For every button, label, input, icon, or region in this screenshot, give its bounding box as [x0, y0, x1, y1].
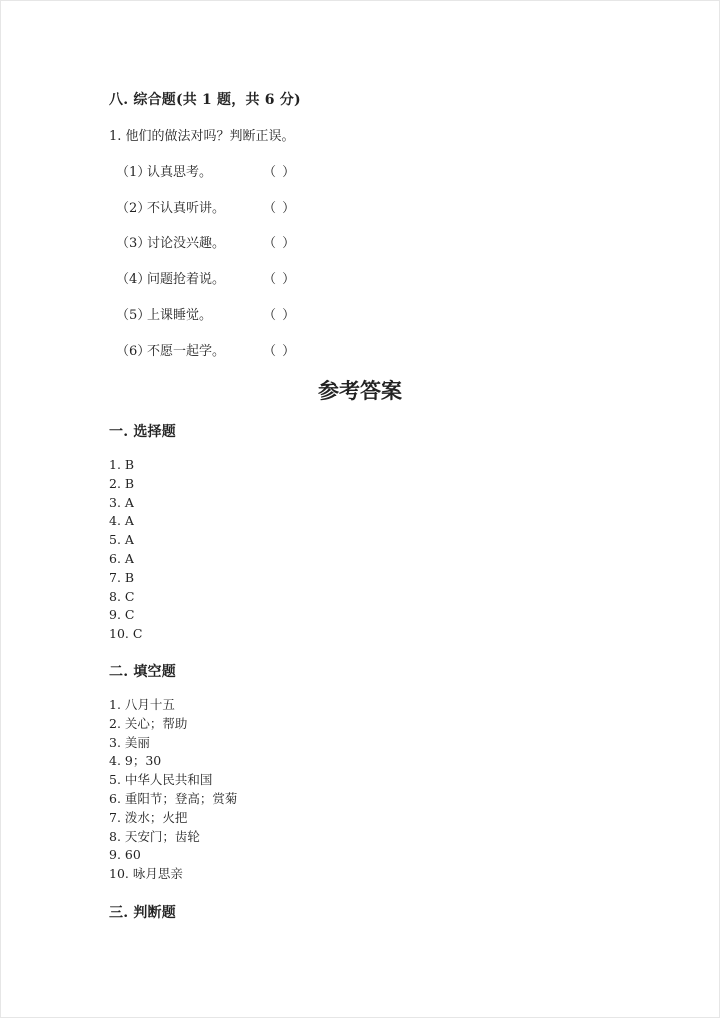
item-text: 上课睡觉。 — [147, 308, 213, 323]
answer-item: 6. A — [109, 550, 134, 566]
answer-item: 8. 天安门；齿轮 — [109, 828, 200, 844]
answer-blank: （ ） — [263, 272, 297, 287]
section-heading-judgment: 三. 判断题 — [109, 905, 176, 921]
answer-item: 3. 美丽 — [109, 734, 150, 750]
item-number: （3） — [116, 236, 151, 251]
answer-item: 7. 泼水；火把 — [109, 809, 188, 825]
answer-item: 2. B — [109, 475, 135, 491]
answer-blank: （ ） — [263, 308, 297, 323]
answer-blank: （ ） — [263, 344, 297, 359]
item-text: 讨论没兴趣。 — [147, 236, 226, 251]
item-text: 不认真听讲。 — [147, 201, 226, 216]
section-heading-comprehensive: 八. 综合题(共 1 题，共 6 分) — [109, 92, 301, 108]
answer-item: 10. C — [109, 626, 143, 642]
item-number: （1） — [116, 165, 151, 180]
item-number: （5） — [116, 308, 151, 323]
answer-item: 4. 9；30 — [109, 753, 162, 769]
answer-blank: （ ） — [263, 201, 297, 216]
choice-answers-list — [109, 456, 142, 644]
answer-blank: （ ） — [263, 236, 297, 251]
answer-item: 3. A — [109, 494, 134, 510]
answer-item: 5. 中华人民共和国 — [109, 772, 213, 788]
item-text: 问题抢着说。 — [147, 272, 226, 287]
answer-item: 10. 咏月思亲 — [109, 866, 183, 882]
item-text: 不愿一起学。 — [147, 344, 226, 359]
answer-item: 4. A — [109, 513, 134, 529]
section-heading-fill-in: 二. 填空题 — [109, 664, 176, 680]
answer-item: 1. 八月十五 — [109, 697, 175, 712]
answer-item: 9. C — [109, 607, 135, 623]
question-text: 1. 他们的做法对吗？判断正误。 — [109, 129, 295, 144]
answer-key-title: 参考答案 — [318, 378, 402, 403]
section-heading-choice: 一. 选择题 — [109, 424, 176, 440]
item-number: （6） — [116, 344, 151, 359]
item-number: （4） — [116, 272, 151, 287]
answer-item: 8. C — [109, 588, 135, 604]
answer-item: 7. B — [109, 569, 135, 585]
answer-blank: （ ） — [263, 165, 297, 180]
answer-item: 2. 关心；帮助 — [109, 715, 188, 731]
fill-in-answers-list — [109, 696, 237, 884]
answer-item: 1. B — [109, 457, 135, 472]
answer-item: 6. 重阳节；登高；赏菊 — [109, 790, 238, 806]
item-number: （2） — [116, 201, 151, 216]
answer-item: 5. A — [109, 532, 134, 548]
item-text: 认真思考。 — [147, 165, 213, 180]
answer-item: 9. 60 — [109, 847, 141, 863]
